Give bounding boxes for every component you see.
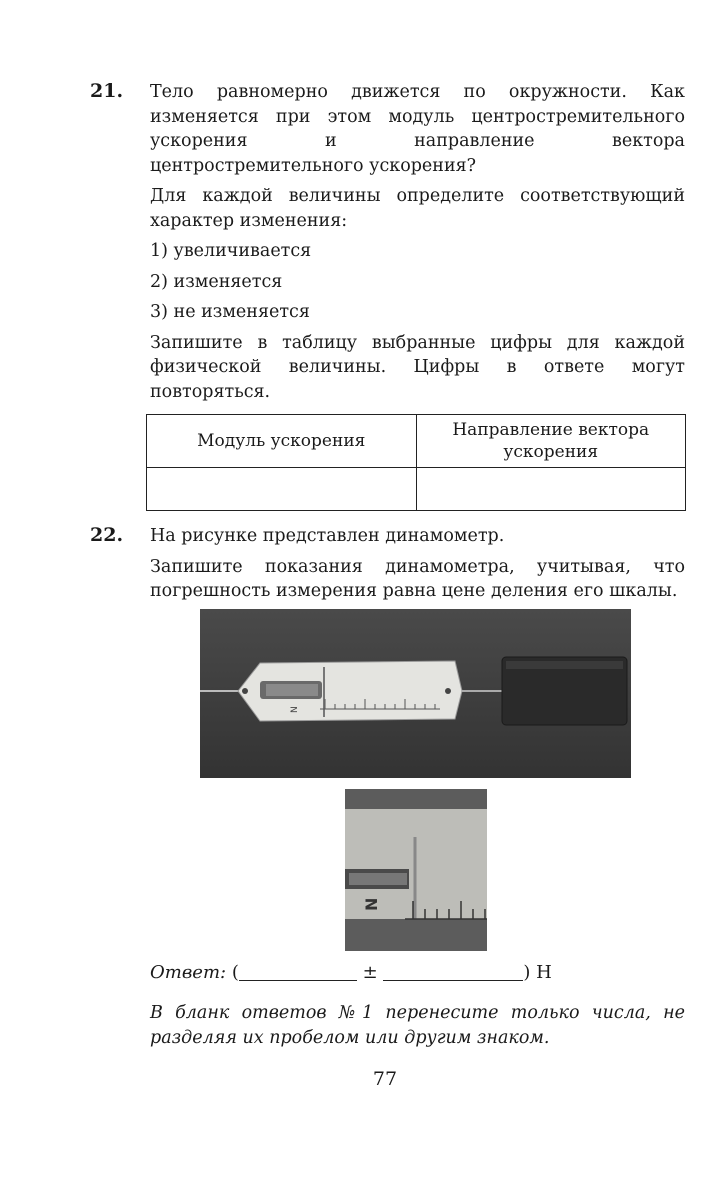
answer-plus-minus: ± [362, 962, 378, 983]
answer-table [146, 414, 686, 511]
answer-line [150, 962, 552, 983]
problem-21-instruction: Для каждой величины определите соответствующий характер изменения: [150, 186, 685, 231]
dynamometer-photo [200, 609, 631, 778]
photo-n-mark: N [290, 706, 300, 713]
answer-open-paren: ( [231, 962, 239, 983]
answer-cell-modulus[interactable] [147, 468, 417, 511]
option-1: 1) увеличивается [150, 241, 312, 261]
problem-21-question: Тело равномерно движется по окружности. Как изменяется при этом модуль центростремительного ускорения и направление вектора центростремительного ускорения? [150, 82, 685, 176]
answer-label: Ответ: [150, 962, 227, 983]
dynamometer-zoom-photo [345, 789, 487, 951]
option-3: 3) не изменяется [150, 302, 310, 322]
answer-unit: ) Н [523, 962, 552, 983]
answer-error-field[interactable] [383, 962, 523, 981]
problem-22-intro: На рисунке представлен динамометр. [150, 526, 505, 546]
zoom-n-mark: N [362, 897, 381, 911]
option-2: 2) изменяется [150, 271, 283, 292]
page-number: 77 [372, 1068, 398, 1090]
problem-21-number: 21. [90, 80, 124, 102]
problem-21 [90, 80, 690, 511]
problem-22 [90, 524, 690, 610]
table-instruction: Запишите в таблицу выбранные цифры для каждой физической величины. Цифры в ответе могут повторяться. [150, 332, 685, 402]
answer-value-field[interactable] [239, 962, 357, 981]
table-header-direction: Направление вектора ускорения [416, 415, 686, 468]
problem-22-number: 22. [90, 524, 124, 546]
answer-note: В бланк ответов №1 перенесите только числа, не разделяя их пробелом или другим знаком. [150, 1003, 685, 1048]
table-header-modulus: Модуль ускорения [147, 415, 417, 468]
answer-cell-direction[interactable] [416, 468, 686, 511]
problem-22-task: Запишите показания динамометра, учитывая, что погрешность измерения равна цене деления его шкалы. [150, 556, 685, 601]
